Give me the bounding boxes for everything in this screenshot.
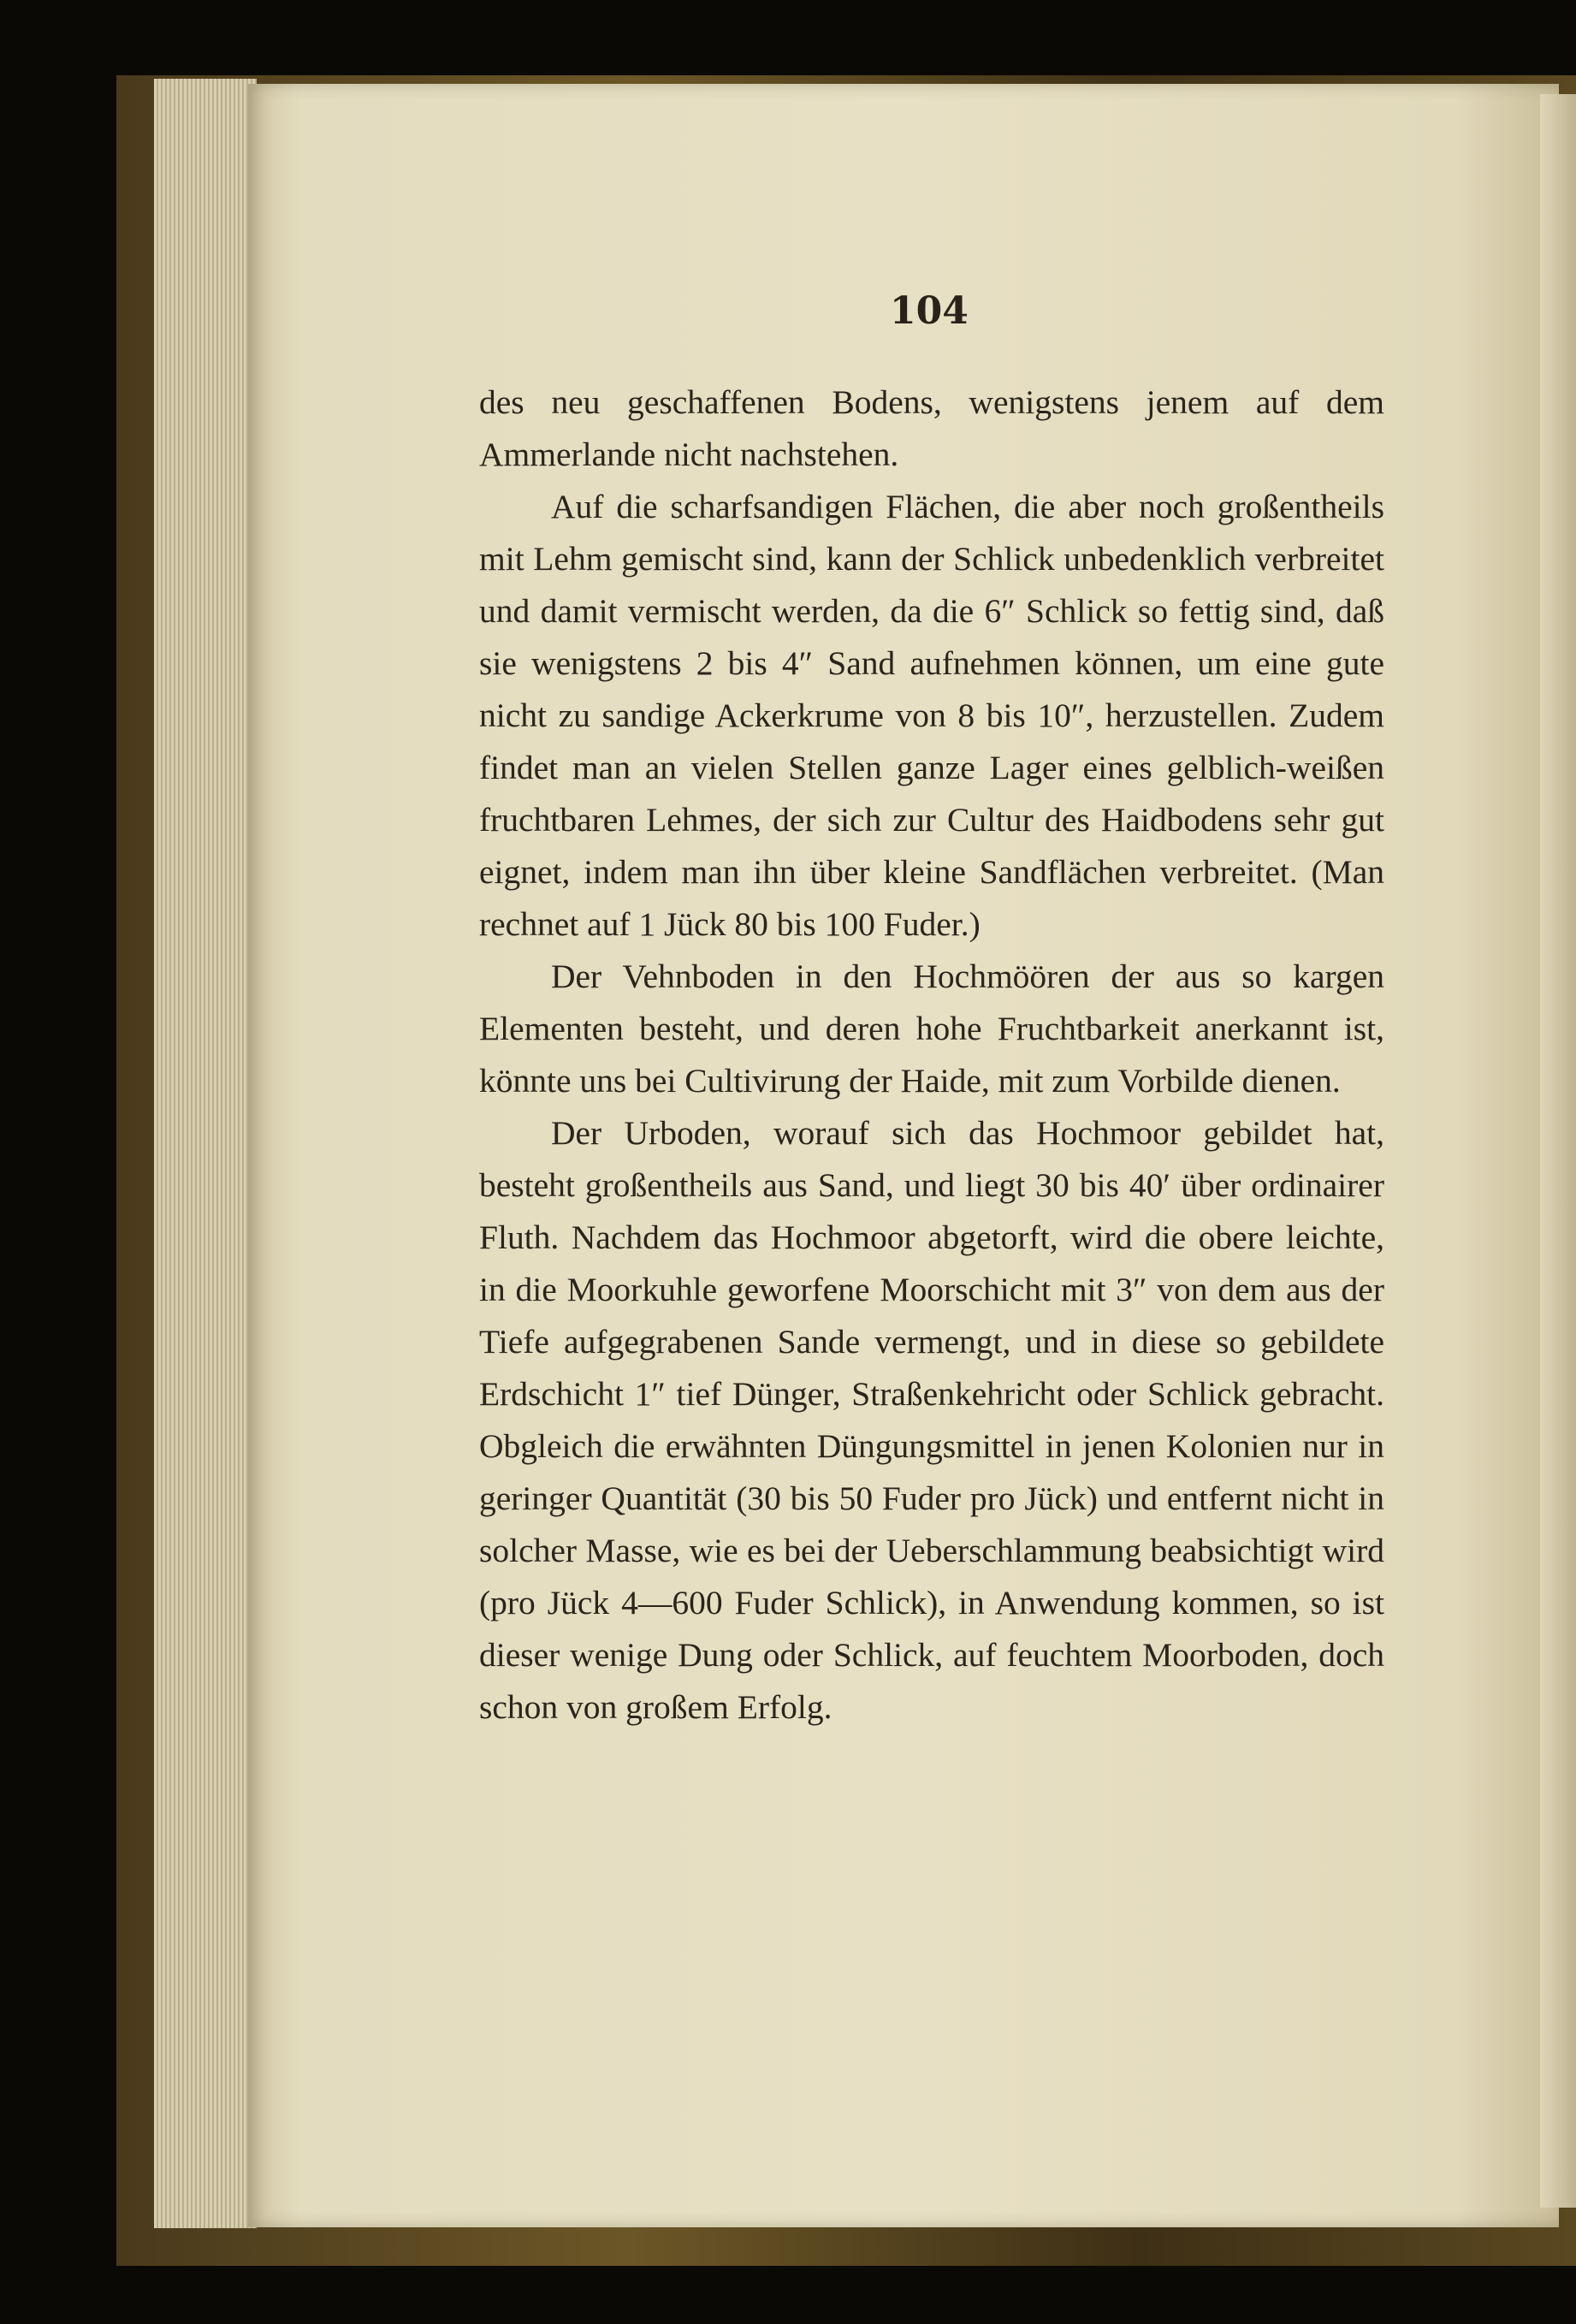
paragraph-4: Der Urboden, worauf sich das Hochmoor gebildet hat, besteht großentheils aus Sand, und liegt 30 bis 40′ über ordinairer Fluth. Nachdem das Hochmoor abgetorft, wird die obere leichte, in die Moorkuhle geworfene Moorschicht mit 3″ von dem aus der Tiefe aufgegrabenen Sande vermengt, und in diese so gebildete Erdschicht 1″ tief Dünger, Straßenkehricht oder Schlick gebracht. Obgleich die erwähnten Düngungsmittel in jenen Kolonien nur in geringer Quantität (30 bis 50 Fuder pro Jück) und entfernt nicht in solcher Masse, wie es bei der Ueberschlammung beabsichtigt wird (pro Jück 4—600 Fuder Schlick), in Anwendung kommen, so ist dieser wenige Dung oder Schlick, auf feuchtem Moorboden, doch schon von großem Erfolg.: [479, 1114, 1384, 1726]
paragraph-3: Der Vehnboden in den Hochmöören der aus so kargen Elementen besteht, und deren hohe Fruchtbarkeit anerkannt ist, könnte uns bei Cultivirung der Haide, mit zum Vorbilde dienen.: [479, 957, 1384, 1100]
facing-page-edge: [1540, 94, 1576, 2208]
body-text: [479, 376, 1384, 1734]
page-edges: [154, 79, 257, 2228]
page-number: 104: [890, 289, 969, 333]
paragraph-1: des neu geschaffenen Bodens, wenigstens jenem auf dem Ammerlande nicht nachstehen.: [479, 383, 1384, 473]
paragraph-2: Auf die scharfsandigen Flächen, die aber noch großentheils mit Lehm gemischt sind, kann der Schlick unbedenklich verbreitet und damit vermischt werden, da die 6″ Schlick so fettig sind, daß sie wenigstens 2 bis 4″ Sand aufnehmen können, um eine gute nicht zu sandige Ackerkrume von 8 bis 10″, herzustellen. Zudem findet man an vielen Stellen ganze Lager eines gelblich-weißen fruchtbaren Lehmes, der sich zur Cultur des Haidbodens sehr gut eignet, indem man ihn über kleine Sandflächen verbreitet. (Man rechnet auf 1 Jück 80 bis 100 Fuder.): [479, 488, 1384, 943]
